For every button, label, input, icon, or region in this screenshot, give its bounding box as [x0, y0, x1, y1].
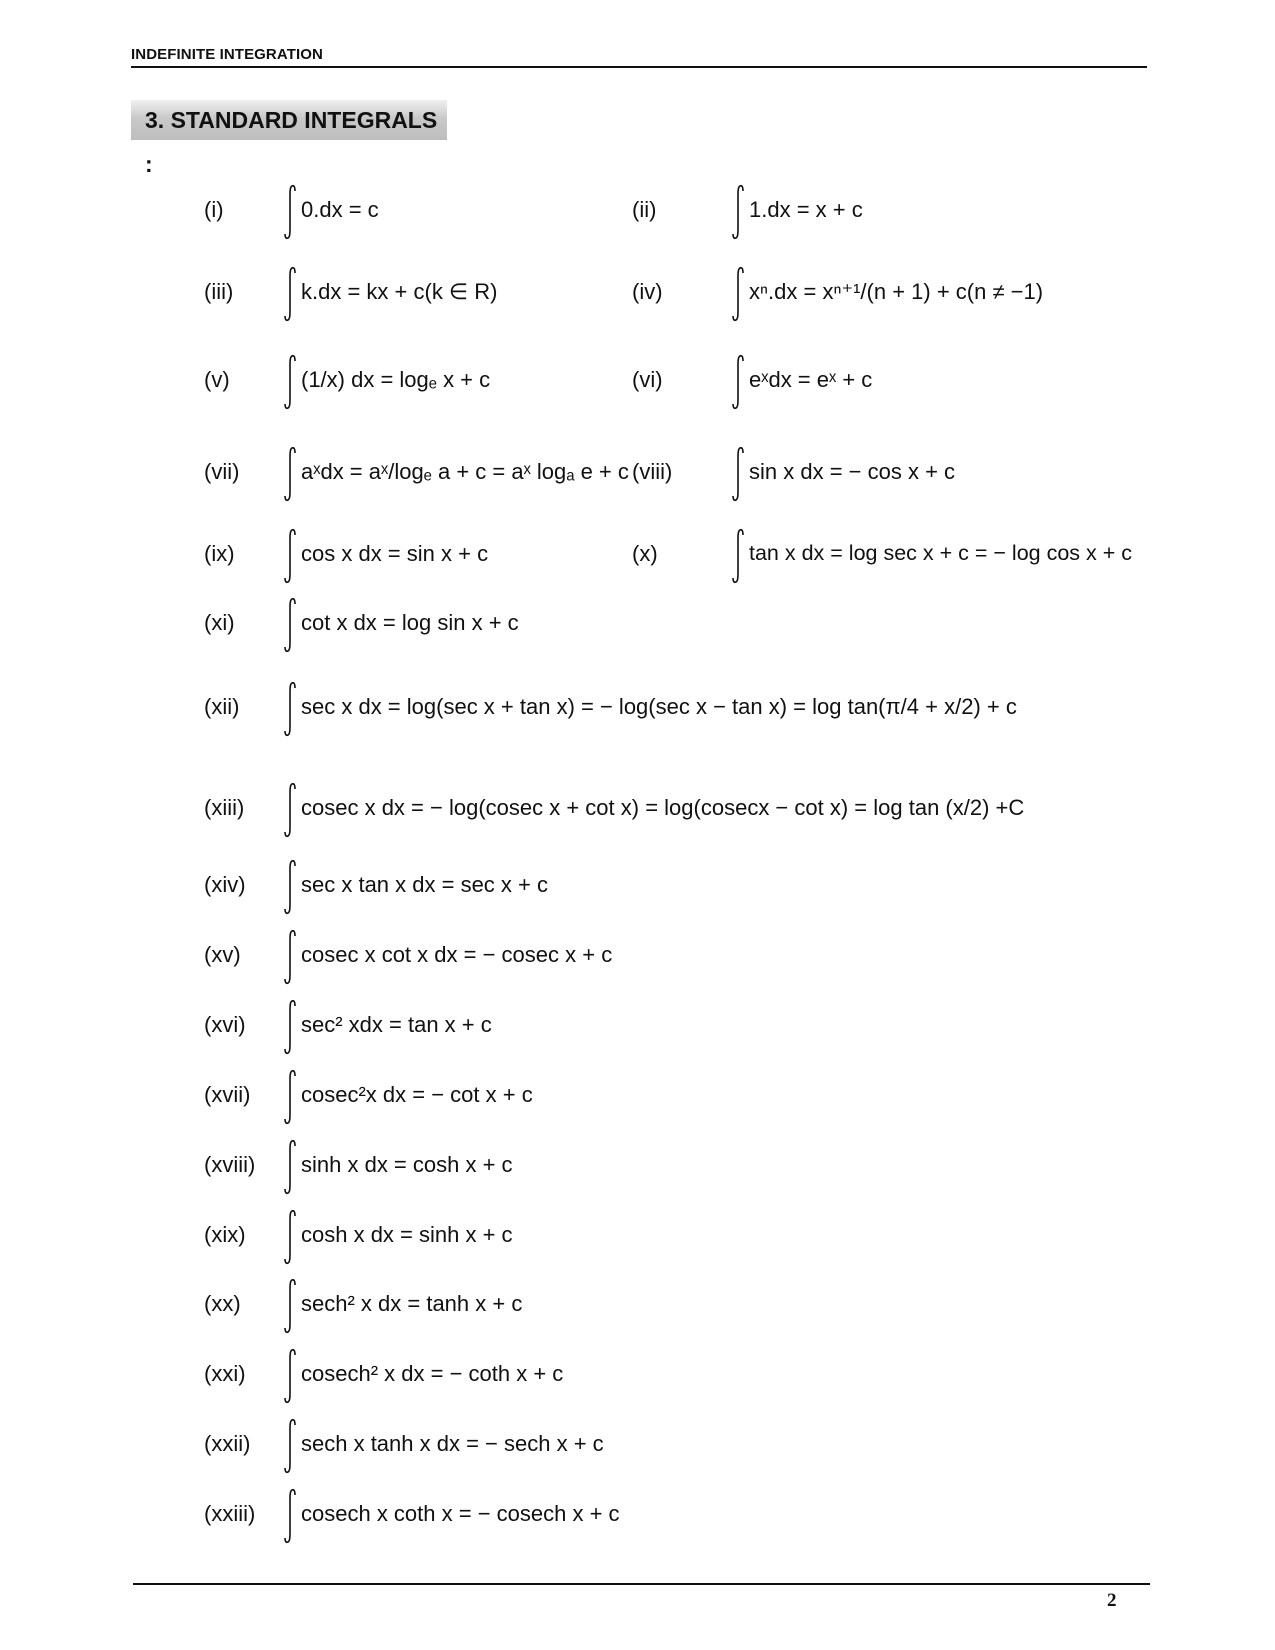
- integral-sign-icon: [283, 521, 297, 591]
- header-rule: [131, 66, 1147, 68]
- integral-label: (xii): [204, 694, 240, 719]
- integral-sign-icon: [283, 590, 297, 660]
- integral-sign-icon: [283, 852, 297, 922]
- running-header: INDEFINITE INTEGRATION: [131, 46, 323, 63]
- integral-expression: k.dx = kx + c(k ∈ R): [301, 279, 498, 304]
- integral-expression: cosh x dx = sinh x + c: [301, 1222, 513, 1247]
- integral-label: (i): [204, 197, 224, 222]
- integral-label: (xxii): [204, 1431, 251, 1456]
- integral-expression: sech² x dx = tanh x + c: [301, 1291, 523, 1316]
- integral-expression: cosech² x dx = − coth x + c: [301, 1361, 564, 1386]
- integral-expression: cosec x cot x dx = − cosec x + c: [301, 942, 613, 967]
- integral-label: (vii): [204, 459, 240, 484]
- integral-label: (xviii): [204, 1152, 256, 1177]
- integral-sign-icon: [283, 1202, 297, 1272]
- integral-sign-icon: [283, 1271, 297, 1341]
- integral-label: (xxiii): [204, 1501, 256, 1526]
- integral-expression: eˣdx = eˣ + c: [749, 367, 873, 392]
- integral-sign-icon: [731, 259, 745, 329]
- integral-sign-icon: [731, 521, 745, 591]
- integral-expression: cosec x dx = − log(cosec x + cot x) = log(cosecx − cot x) = log tan (x/2) +C: [301, 795, 1025, 820]
- section-title: 3. STANDARD INTEGRALS :: [145, 107, 438, 177]
- integral-expression: 0.dx = c: [301, 197, 379, 222]
- integral-expression: sec x tan x dx = sec x + c: [301, 872, 548, 897]
- integral-expression: sin x dx = − cos x + c: [749, 459, 956, 484]
- integral-sign-icon: [283, 177, 297, 247]
- integral-expression: cosec²x dx = − cot x + c: [301, 1082, 533, 1107]
- integral-label: (xiv): [204, 872, 246, 897]
- page-number: 2: [1107, 1590, 1117, 1611]
- integral-sign-icon: [283, 259, 297, 329]
- integral-label: (xvii): [204, 1082, 251, 1107]
- integral-sign-icon: [283, 922, 297, 992]
- integral-expression: tan x dx = log sec x + c = − log cos x + c: [749, 541, 1133, 565]
- integral-sign-icon: [283, 992, 297, 1062]
- integral-label: (viii): [632, 459, 673, 484]
- integral-label: (xiii): [204, 795, 245, 820]
- integral-label: (x): [632, 541, 658, 566]
- integral-label: (xvi): [204, 1012, 246, 1037]
- integral-sign-icon: [283, 775, 297, 845]
- integral-expression: sech x tanh x dx = − sech x + c: [301, 1431, 604, 1456]
- integral-expression: aˣdx = aˣ/logₑ a + c = aˣ logₐ e + c: [301, 459, 629, 484]
- integral-sign-icon: [283, 1132, 297, 1202]
- integral-sign-icon: [283, 1411, 297, 1481]
- integral-label: (iii): [204, 279, 234, 304]
- integral-label: (xix): [204, 1222, 246, 1247]
- integral-expression: cos x dx = sin x + c: [301, 541, 489, 566]
- integral-expression: cosech x coth x = − cosech x + c: [301, 1501, 620, 1526]
- integral-sign-icon: [283, 439, 297, 509]
- footer-rule: [133, 1583, 1150, 1585]
- integral-sign-icon: [283, 674, 297, 744]
- integral-expression: xⁿ.dx = xⁿ⁺¹/(n + 1) + c(n ≠ −1): [749, 279, 1044, 304]
- integral-label: (xx): [204, 1291, 241, 1316]
- integral-sign-icon: [731, 177, 745, 247]
- integral-expression: 1.dx = x + c: [749, 197, 863, 222]
- integral-label: (ii): [632, 197, 657, 222]
- integral-label: (vi): [632, 367, 663, 392]
- integral-sign-icon: [283, 1062, 297, 1132]
- integral-sign-icon: [731, 347, 745, 417]
- integral-label: (iv): [632, 279, 663, 304]
- integral-sign-icon: [283, 1341, 297, 1411]
- integral-expression: sec² xdx = tan x + c: [301, 1012, 492, 1037]
- integral-label: (xi): [204, 610, 235, 635]
- integral-sign-icon: [283, 1481, 297, 1551]
- integral-label: (ix): [204, 541, 235, 566]
- integral-expression: cot x dx = log sin x + c: [301, 610, 519, 635]
- section-heading-box: [131, 100, 447, 177]
- integral-sign-icon: [731, 439, 745, 509]
- integral-expression: sinh x dx = cosh x + c: [301, 1152, 513, 1177]
- integral-expression: (1/x) dx = logₑ x + c: [301, 367, 491, 392]
- integral-expression: sec x dx = log(sec x + tan x) = − log(sec x − tan x) = log tan(π/4 + x/2) + c: [301, 694, 1017, 719]
- integral-sign-icon: [283, 347, 297, 417]
- integral-label: (xv): [204, 942, 241, 967]
- integral-label: (v): [204, 367, 230, 392]
- integral-label: (xxi): [204, 1361, 246, 1386]
